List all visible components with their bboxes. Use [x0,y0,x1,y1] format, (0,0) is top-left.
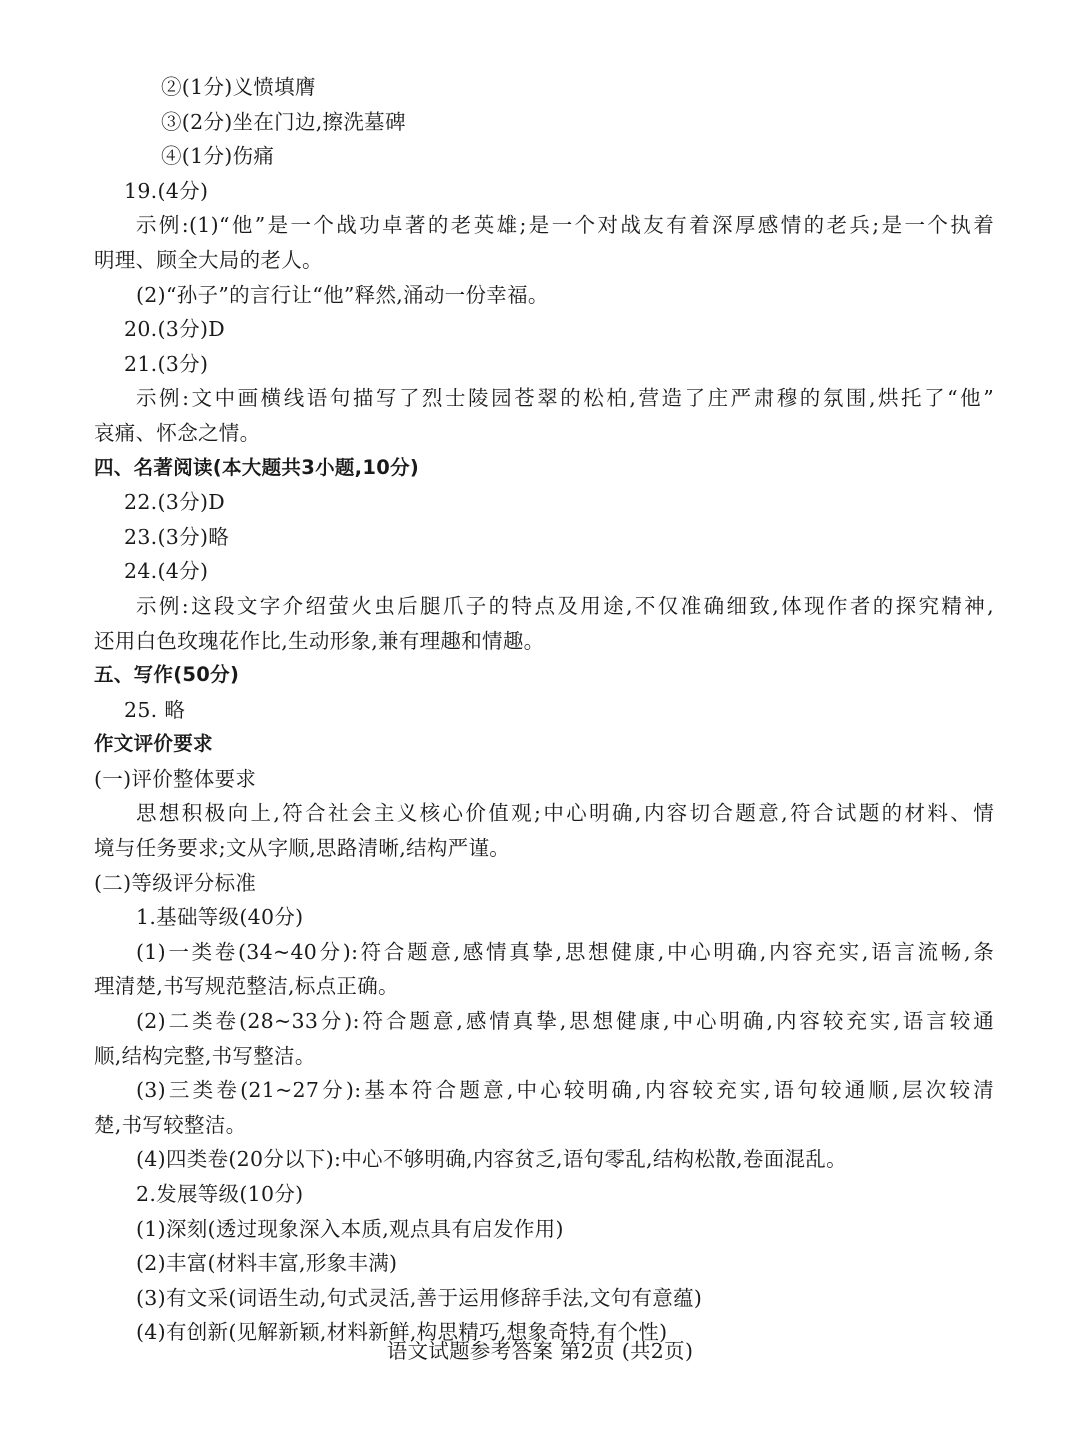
section-heading: 四、名著阅读(本大题共3小题,10分) [94,455,420,479]
text-line: (2)丰富(材料丰富,形象丰满) [136,1251,398,1276]
question-number-line: 22.(3分)D [124,490,225,515]
text-line: 还用白色玫瑰花作比,生动形象,兼有理趣和情趣。 [94,628,545,653]
text-line: (4)四类卷(20分以下):中心不够明确,内容贫乏,语句零乱,结构松散,卷面混乱。 [136,1147,847,1172]
question-number-line: 23.(3分)略 [124,524,230,549]
text-line: (1)一类卷(34~40分):符合题意,感情真挚,思想健康,中心明确,内容充实,语言流畅,条 [136,939,994,964]
blank-answer-line: ④(1分)伤痛 [161,144,275,169]
text-line: 示例:文中画横线语句描写了烈士陵园苍翠的松柏,营造了庄严肃穆的氛围,烘托了“他” [136,386,994,411]
text-line: 示例:(1)“他”是一个战功卓著的老英雄;是一个对战友有着深厚感情的老兵;是一个执着 [136,213,994,238]
blank-answer-line: ③(2分)坐在门边,擦洗墓碑 [161,109,406,134]
subheading-line: 2.发展等级(10分) [136,1182,304,1206]
question-number-line: 19.(4分) [124,178,209,203]
text-line: (1)深刻(透过现象深入本质,观点具有启发作用) [136,1216,564,1241]
subheading-line: 1.基础等级(40分) [136,905,304,930]
text-line: (3)三类卷(21~27分):基本符合题意,中心较明确,内容较充实,语句较通顺,层次较清 [136,1078,994,1103]
question-number-line: 24.(4分) [124,559,209,584]
text-line: 理清楚,书写规范整洁,标点正确。 [94,974,399,999]
question-number-line: 25. 略 [124,697,186,722]
text-line: (4)有创新(见解新颖,材料新鲜,构思精巧,想象奇特,有个性) [136,1320,668,1345]
section-heading: 五、写作(50分) [94,663,240,687]
text-line: 明理、顾全大局的老人。 [94,247,323,272]
blank-answer-line: ②(1分)义愤填膺 [161,75,316,99]
answer-key-body [94,70,994,1350]
subheading-line: (一)评价整体要求 [94,766,257,791]
question-number-line: 20.(3分)D [124,317,225,342]
text-line: (2)“孙子”的言行让“他”释然,涌动一份幸福。 [136,282,549,307]
section-heading: 作文评价要求 [94,732,213,756]
text-line: 思想积极向上,符合社会主义核心价值观;中心明确,内容切合题意,符合试题的材料、情 [136,801,994,826]
subheading-line: (二)等级评分标准 [94,870,257,895]
text-line: (2)二类卷(28~33分):符合题意,感情真挚,思想健康,中心明确,内容较充实,语言较通 [136,1009,994,1034]
text-line: 境与任务要求;文从字顺,思路清晰,结构严谨。 [94,836,511,861]
page-footer: 语文试题参考答案 第2页 (共2页) [386,1339,694,1363]
text-line: 示例:这段文字介绍萤火虫后腿爪子的特点及用途,不仅准确细致,体现作者的探究精神, [136,593,994,618]
text-line: 楚,书写较整洁。 [94,1112,247,1137]
text-line: 顺,结构完整,书写整洁。 [94,1043,316,1068]
text-line: 哀痛、怀念之情。 [94,420,261,445]
question-number-line: 21.(3分) [124,351,209,376]
text-line: (3)有文采(词语生动,句式灵活,善于运用修辞手法,文句有意蕴) [136,1285,703,1310]
